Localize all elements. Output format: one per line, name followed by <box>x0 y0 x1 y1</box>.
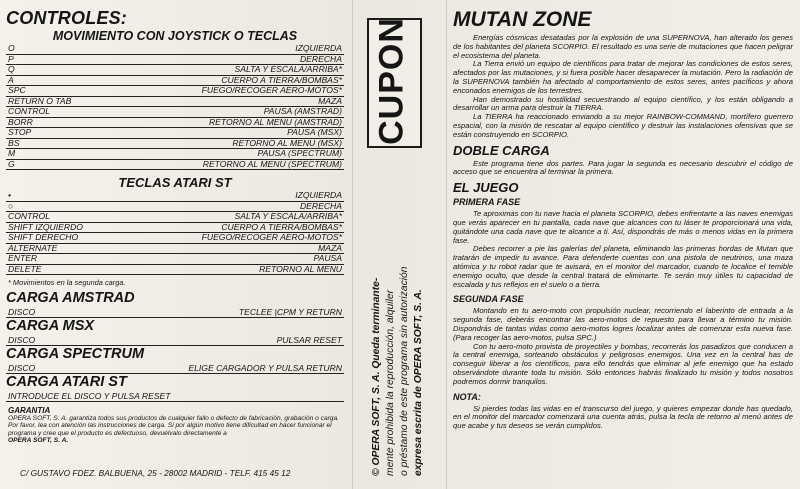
carga-row <box>6 335 344 346</box>
control-action: SALTA Y ESCALA/ARRIBA* <box>102 212 344 223</box>
control-action: RETORNO AL MENU (MSX) <box>102 138 344 149</box>
control-key: CONTROL <box>6 212 102 223</box>
control-row <box>6 264 344 275</box>
control-action: PAUSA (MSX) <box>102 128 344 139</box>
carga-title: CARGA AMSTRAD <box>6 290 135 306</box>
control-action: RETORNO AL MENU <box>102 264 344 275</box>
control-row <box>6 75 344 86</box>
control-row <box>6 201 344 212</box>
garantia-text: OPERA SOFT, S. A. garantiza todos sus productos de cualquier fallo o defecto de fabricación, grabación o carga. Por favor, lea con atención las instrucciones de carga. Si por algún motivo tiene dificultad en hacer funcionar el programa y cree que el producto es defectuoso, devuélvalo directamente a <box>8 415 339 437</box>
primera-fase-text <box>453 210 793 289</box>
carga-medium: DISCO <box>8 335 36 345</box>
paragraph: La TIERRA ha reaccionado enviando a su mejor RAINBOW-COMMAND, mortífero guerrero espacial, con la misión de rescatar al equipo científico y destruir las instalaciones ofensivas que se están construyendo en SCORPIO. <box>453 112 793 139</box>
control-action: IZQUIERDA <box>102 191 344 201</box>
control-row <box>6 243 344 254</box>
el-juego-title: EL JUEGO <box>453 180 519 196</box>
legal-line-2: mente prohibida la reproducción, alquiler <box>385 289 396 476</box>
doble-carga-title: DOBLE CARGA <box>453 142 550 158</box>
legal-line-3: o préstamo de este programa sin autorización <box>399 266 410 476</box>
garantia-title: GARANTIA <box>8 406 51 415</box>
control-row <box>6 191 344 201</box>
control-row <box>6 159 344 170</box>
joystick-title: MOVIMIENTO CON JOYSTICK O TECLAS <box>52 29 298 43</box>
paragraph: Debes recorrer a pie las galerías del planeta, eliminando las primeras hordas de Mutan que tratarán de impedir tu avance. Para defenderte cuentas con una pistola de neutrinos, una maza atómica y tu robot radar que te avisará, en el monitor del marcador, cuando te localice el temible enemigo oculto, que desde la central tratará de eliminarte. Te serán muy útiles tu capacidad de escalada y tus reflejos en el suelo o a tierra. <box>453 244 793 289</box>
control-key: M <box>6 149 102 160</box>
control-row <box>6 65 344 76</box>
paragraph: La Tierra envió un equipo de científicos para tratar de mejorar las condiciones de estos seres, afectados por las mutaciones, y si fuera posible hacer desaparecer la mutación. Pero la radiación de la SUPERNOVA también ha afectado al comportamiento de estos seres, antes pacíficos y ahora enconados enemigos de los terrestres. <box>453 59 793 95</box>
control-key: BORR <box>6 117 102 128</box>
joystick-controls-table <box>6 44 344 170</box>
carga-title: CARGA SPECTRUM <box>6 346 145 362</box>
control-key: CONTROL <box>6 107 102 118</box>
garantia-company: OPERA SOFT, S. A. <box>8 437 69 445</box>
nota-text: Si pierdes todas las vidas en el transcurso del juego, y quieres empezar donde has quedado, en el monitor del marcador comenzará una cuenta atrás, pulsa la tecla de retorno al menú antes de que acabe y tus deseos se verán cumplidos. <box>453 403 793 431</box>
control-action: PAUSA (SPECTRUM) <box>102 149 344 160</box>
atari-keys-title: TECLAS ATARI ST <box>118 175 232 190</box>
control-key: SHIFT DERECHO <box>6 233 102 244</box>
company-address: C/ GUSTAVO FDEZ. BALBUENA, 25 - 28002 MADRID - TELF. 415 45 12 <box>20 468 291 478</box>
paragraph: Montando en tu aero-moto con propulsión nuclear, recorriendo el laberinto de entrada a la segunda fase, deberás encontrar las aero-motos de repuesto para llevar a término tu misión. Dispondrás de tantas vidas como aero-motos logres localizar antes de comenzar esta nueva fase. (Para recoger las aero-motos, pulsa SPC.) <box>453 306 793 342</box>
control-key: STOP <box>6 128 102 139</box>
legal-line-4: expresa escrita de OPERA SOFT, S. A. <box>413 289 424 476</box>
load-instructions <box>6 290 344 402</box>
control-row <box>6 54 344 65</box>
control-action: DERECHA <box>102 201 344 212</box>
game-description-panel <box>453 8 793 431</box>
control-row <box>6 96 344 107</box>
control-key: ALTERNATE <box>6 243 102 254</box>
control-key: ○ <box>6 201 102 212</box>
carga-instruction: TECLEE |CPM Y RETURN <box>238 307 342 317</box>
control-action: PAUSA (AMSTRAD) <box>102 107 344 118</box>
control-key: G <box>6 159 102 170</box>
fold-line-right <box>446 0 447 489</box>
control-key: A <box>6 75 102 86</box>
control-row <box>6 117 344 128</box>
control-action: MAZA <box>102 96 344 107</box>
carga-instruction: PULSAR RESET <box>276 335 342 345</box>
control-action: MAZA <box>102 243 344 254</box>
paragraph: Te aproximas con tu nave hacia el planeta SCORPIO, debes enfrentarte a las naves enemigas que verás aparecer en tu pantalla, cada nave que alcances con tu láser te proporcionará una vida, quitándote una cada nave que te alcance a ti. Así, dispondrás de más o menos vidas en la primera fase. <box>453 209 793 245</box>
paragraph: Energías cósmicas desatadas por la explosión de una SUPERNOVA, han alterado los genes de los habitantes del planeta SCORPIO. El resultado es una serie de mutaciones que hacen peligrar el ecosistema del planeta. <box>453 33 793 60</box>
segunda-fase-title: SEGUNDA FASE <box>453 294 524 305</box>
control-key: O <box>6 44 102 54</box>
control-row <box>6 86 344 97</box>
control-key: ENTER <box>6 254 102 265</box>
control-key: BS <box>6 138 102 149</box>
carga-medium: DISCO <box>8 363 36 373</box>
control-action: CUERPO A TIERRA/BOMBAS* <box>102 222 344 233</box>
control-action: RETORNO AL MENU (AMSTRAD) <box>102 117 344 128</box>
segunda-fase-text <box>453 307 793 386</box>
paragraph: Han demostrado su hostilidad secuestrando al equipo científico, y los están obligando a desarrollar un arma para destruir la TIERRA. <box>453 94 793 113</box>
control-row <box>6 107 344 118</box>
carga-medium: DISCO <box>8 307 36 317</box>
story-intro <box>453 34 793 140</box>
primera-fase-title: PRIMERA FASE <box>453 197 521 208</box>
control-key: SPC <box>6 86 102 97</box>
control-action: CUERPO A TIERRA/BOMBAS* <box>102 75 344 86</box>
control-action: PAUSA <box>102 254 344 265</box>
carga-row <box>6 391 344 402</box>
control-action: IZQUIERDA <box>102 44 344 54</box>
control-key: DELETE <box>6 264 102 275</box>
controls-title: CONTROLES: <box>6 8 127 28</box>
fold-line-left <box>352 0 353 489</box>
controls-panel <box>6 8 344 445</box>
control-key: • <box>6 191 102 201</box>
control-key: Q <box>6 65 102 76</box>
carga-medium: INTRODUCE EL DISCO Y PULSA RESET <box>8 391 171 401</box>
control-key: P <box>6 54 102 65</box>
nota-title: NOTA: <box>453 391 481 402</box>
control-key: SHIFT IZQUIERDO <box>6 222 102 233</box>
carga-title: CARGA ATARI ST <box>6 374 127 390</box>
control-action: RETORNO AL MENU (SPECTRUM) <box>102 159 344 170</box>
control-action: SALTA Y ESCALA/ARRIBA* <box>102 65 344 76</box>
doble-carga-text: Este programa tiene dos partes. Para jugar la segunda es necesario descubrir el código de acceso que se encuentra al terminar la primera. <box>453 158 793 177</box>
control-row <box>6 233 344 244</box>
control-row <box>6 212 344 223</box>
control-row <box>6 149 344 160</box>
atari-controls-table <box>6 191 344 275</box>
coupon-label: CUPON <box>372 17 411 145</box>
carga-instruction: ELIGE CARGADOR Y PULSA RETURN <box>188 363 342 373</box>
paragraph: Con tu aero-moto provista de proyectiles y bombas, recorrerás los pasadizos que conducen a la central enemiga, sorteando obstáculos y peligrosos enemigos. Una vez en la central has de conseguir liberar a los científicos, para ello tendrás que eliminar al jefe enemigo que ha estado observándote durante toda tu misión. Sólo entonces habrás finalizado tu misión y todos nosotros podremos dormir tranquilos. <box>453 341 793 386</box>
movement-note: * Movimientos en la segunda carga. <box>8 278 126 287</box>
control-row <box>6 222 344 233</box>
control-key: RETURN O TAB <box>6 96 102 107</box>
control-action: FUEGO/RECOGER AERO-MOTOS* <box>102 233 344 244</box>
carga-row <box>6 363 344 374</box>
control-action: DERECHA <box>102 54 344 65</box>
legal-line-1: © OPERA SOFT, S. A. Queda terminante- <box>371 277 382 476</box>
game-title: MUTAN ZONE <box>453 8 592 31</box>
control-action: FUEGO/RECOGER AERO-MOTOS* <box>102 86 344 97</box>
control-row <box>6 254 344 265</box>
carga-row <box>6 307 344 318</box>
control-row <box>6 128 344 139</box>
carga-title: CARGA MSX <box>6 318 95 334</box>
control-row <box>6 44 344 54</box>
control-row <box>6 138 344 149</box>
